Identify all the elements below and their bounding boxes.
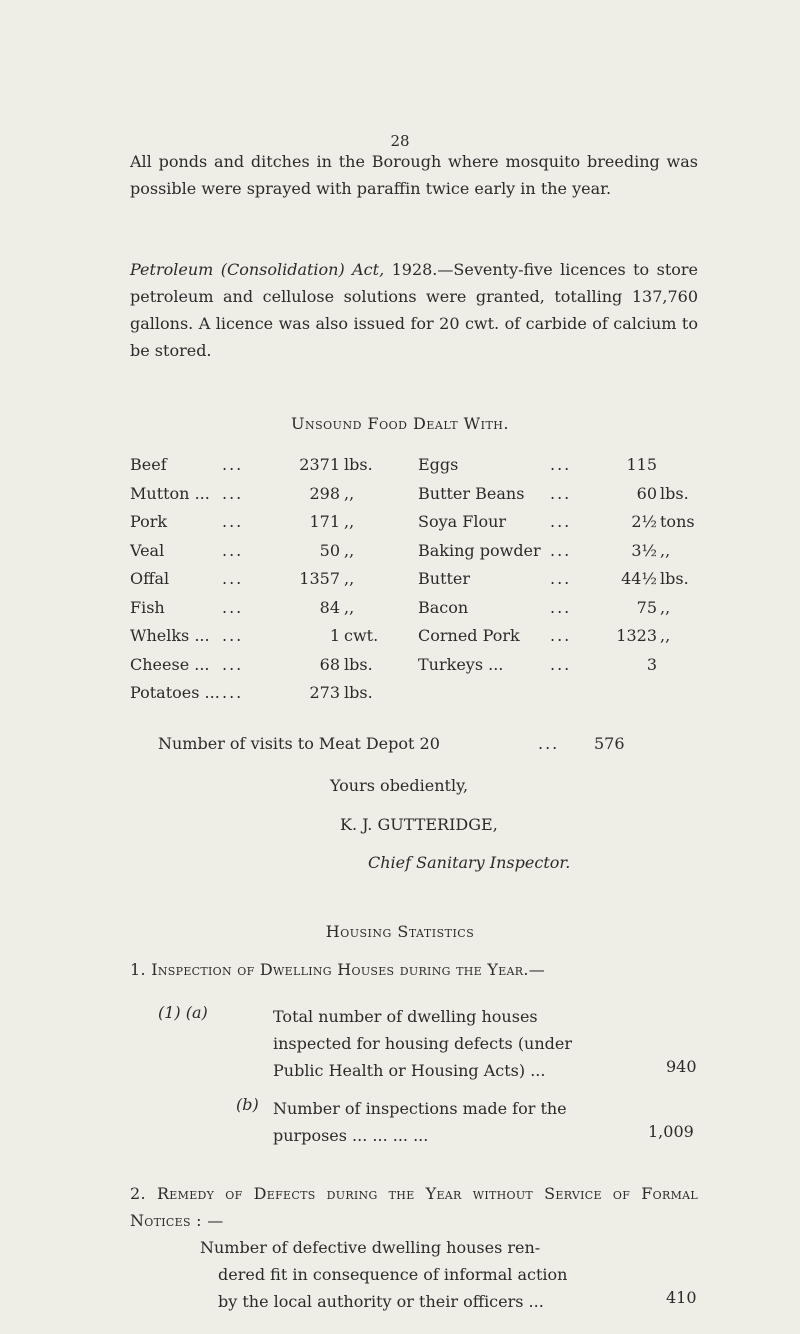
food-value: 3½ bbox=[631, 540, 657, 560]
paragraph-petroleum bbox=[130, 256, 698, 364]
food-unit: ,, bbox=[660, 540, 671, 560]
table-row bbox=[130, 541, 710, 570]
food-value: 2371 bbox=[299, 455, 340, 474]
food-name: Veal bbox=[130, 540, 165, 560]
item-a-line: Total number of dwelling houses bbox=[273, 1007, 538, 1026]
food-value: 68 bbox=[319, 654, 340, 674]
food-unit: ,, bbox=[344, 540, 355, 560]
item-b-value: 1,009 bbox=[648, 1122, 694, 1141]
food-value: 3 bbox=[646, 654, 657, 674]
item-b-line: Number of inspections made for the bbox=[273, 1099, 567, 1118]
food-name: Butter Beans bbox=[418, 483, 525, 503]
food-value: 171 bbox=[309, 512, 340, 531]
leader-dots: ... bbox=[222, 569, 244, 588]
leader-dots: ... bbox=[550, 626, 572, 645]
food-name: Eggs bbox=[418, 455, 459, 474]
leader-dots: ... bbox=[222, 540, 244, 560]
leader-dots: ... bbox=[222, 626, 244, 645]
housing-statistics-heading: Housing Statistics bbox=[325, 922, 475, 941]
leader-dots: ... bbox=[222, 512, 244, 531]
food-name: Soya Flour bbox=[418, 512, 507, 531]
food-value: 1357 bbox=[299, 569, 340, 588]
item-b-label: (b) bbox=[236, 1095, 259, 1114]
food-name: Beef bbox=[130, 455, 167, 474]
food-value: 60 bbox=[636, 483, 657, 503]
leader-dots: ... bbox=[222, 455, 244, 474]
leader-dots: ... bbox=[550, 540, 572, 560]
food-unit: lbs. bbox=[344, 455, 373, 474]
food-name: Fish bbox=[130, 597, 165, 617]
food-unit: cwt. bbox=[344, 626, 379, 645]
food-value: 1323 bbox=[616, 626, 657, 645]
food-unit: lbs. bbox=[660, 483, 689, 503]
paragraph-mosquito: All ponds and ditches in the Borough where mosquito breeding was possible were sprayed with paraffin twice early in the year. bbox=[130, 152, 698, 198]
food-name: Baking powder bbox=[418, 540, 541, 560]
table-row bbox=[130, 598, 710, 627]
food-unit: ,, bbox=[344, 483, 355, 503]
food-unit: lbs. bbox=[344, 683, 373, 702]
visits-value: 576 bbox=[594, 734, 625, 753]
closing-salutation: Yours obediently, bbox=[330, 776, 469, 795]
table-row bbox=[130, 569, 710, 598]
signer-title: Chief Sanitary Inspector. bbox=[368, 853, 571, 872]
food-value: 2½ bbox=[631, 512, 657, 531]
table-row bbox=[130, 626, 710, 655]
food-name: Whelks ... bbox=[130, 626, 210, 645]
food-name: Bacon bbox=[418, 597, 469, 617]
leader-dots: ... bbox=[550, 569, 572, 588]
food-unit: lbs. bbox=[344, 654, 373, 674]
unsound-food-heading: Unsound Food Dealt With. bbox=[291, 414, 509, 433]
food-name: Offal bbox=[130, 569, 170, 588]
leader-dots: ... bbox=[222, 683, 244, 702]
item-a-label: (1) (a) bbox=[158, 1003, 208, 1022]
leader-dots: ... bbox=[550, 512, 572, 531]
table-row bbox=[130, 512, 710, 541]
food-name: Turkeys ... bbox=[418, 654, 504, 674]
food-value: 44½ bbox=[621, 569, 657, 588]
table-row bbox=[130, 484, 710, 513]
food-name: Corned Pork bbox=[418, 626, 520, 645]
leader-dots: ... bbox=[222, 483, 244, 503]
food-name: Cheese ... bbox=[130, 654, 210, 674]
item-a-line: Public Health or Housing Acts) ... bbox=[273, 1061, 546, 1080]
food-name: Potatoes ... bbox=[130, 683, 220, 702]
table-row bbox=[130, 655, 710, 684]
table-row bbox=[130, 683, 710, 712]
food-value: 298 bbox=[309, 483, 340, 503]
food-unit: tons bbox=[660, 512, 695, 531]
item-a-line: inspected for housing defects (under bbox=[273, 1034, 573, 1053]
food-value: 50 bbox=[319, 540, 340, 560]
section-2-title: 2. Remedy of Defects during the Year without Service of Formal Notices : — bbox=[130, 1184, 698, 1230]
food-value: 115 bbox=[626, 455, 657, 474]
visits-label: Number of visits to Meat Depot 20 bbox=[158, 734, 440, 753]
food-value: 75 bbox=[636, 597, 657, 617]
food-name: Mutton ... bbox=[130, 483, 210, 503]
food-value: 1 bbox=[329, 626, 340, 645]
food-unit: ,, bbox=[344, 569, 355, 588]
food-unit: lbs. bbox=[660, 569, 689, 588]
leader-dots: ... bbox=[222, 597, 244, 617]
leader-dots: ... bbox=[550, 597, 572, 617]
section-1-title: 1. Inspection of Dwelling Houses during the Year.— bbox=[130, 960, 546, 979]
food-value: 84 bbox=[319, 597, 340, 617]
section-2-line: Number of defective dwelling houses ren- bbox=[200, 1238, 541, 1257]
section-2-line: dered fit in consequence of informal action bbox=[218, 1265, 568, 1284]
food-unit: ,, bbox=[660, 626, 671, 645]
section-2-line: by the local authority or their officers ... bbox=[218, 1292, 544, 1311]
section-2-text bbox=[200, 1234, 580, 1315]
section-2-value: 410 bbox=[666, 1288, 697, 1307]
signer-name: K. J. GUTTERIDGE, bbox=[340, 815, 498, 834]
leader-dots: ... bbox=[550, 483, 572, 503]
leader-dots: ... bbox=[550, 654, 572, 674]
page-number: 28 bbox=[390, 132, 410, 150]
item-a-value: 940 bbox=[666, 1057, 697, 1076]
unsound-food-table bbox=[130, 455, 710, 712]
item-a-text bbox=[273, 1003, 573, 1084]
petroleum-text: 1928.—Seventy-five licences to store petroleum and cellulose solutions were granted, totalling 137,760 gallons. A licence was also issued for 20 cwt. of carbide of calcium to be stored. bbox=[130, 260, 699, 360]
item-b-text bbox=[273, 1095, 573, 1149]
food-unit: ,, bbox=[344, 597, 355, 617]
item-b-line: purposes ... ... ... ... bbox=[273, 1126, 429, 1145]
food-unit: ,, bbox=[660, 597, 671, 617]
food-unit: ,, bbox=[344, 512, 355, 531]
leader-dots: ... bbox=[538, 734, 560, 753]
table-row bbox=[130, 455, 710, 484]
leader-dots: ... bbox=[550, 455, 572, 474]
food-value: 273 bbox=[309, 683, 340, 702]
food-name: Butter bbox=[418, 569, 471, 588]
leader-dots: ... bbox=[222, 654, 244, 674]
food-name: Pork bbox=[130, 512, 168, 531]
act-title: Petroleum (Consolidation) Act, bbox=[130, 260, 385, 279]
